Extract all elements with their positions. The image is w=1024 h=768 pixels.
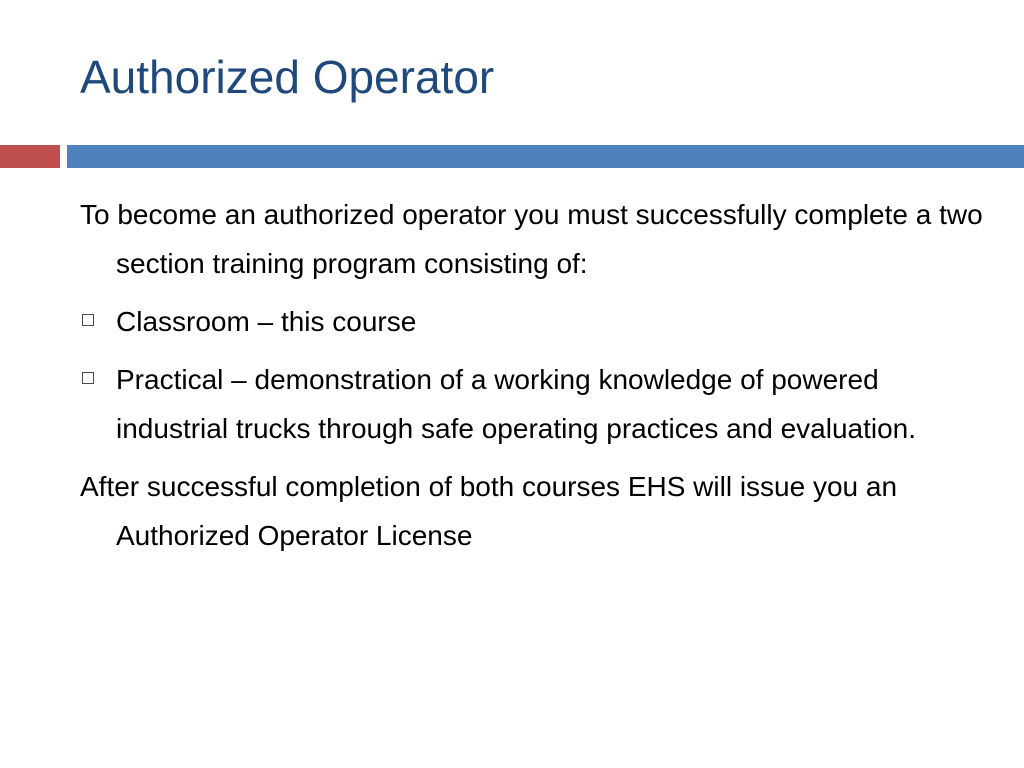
slide-body bbox=[80, 190, 985, 569]
hollow-square-icon bbox=[82, 314, 94, 326]
bullet-item-classroom bbox=[80, 297, 985, 346]
closing-paragraph: After successful completion of both courses EHS will issue you an Authorized Operator License bbox=[80, 471, 898, 551]
bullet-text: Classroom – this course bbox=[116, 306, 417, 337]
accent-bar-red bbox=[0, 145, 60, 168]
hollow-square-icon bbox=[82, 372, 94, 384]
accent-bar-blue bbox=[67, 145, 1024, 168]
bullet-text: Practical – demonstration of a working knowledge of powered industrial trucks through safe operating practices and evaluation. bbox=[116, 364, 917, 444]
bullet-item-practical bbox=[80, 355, 985, 453]
slide-title: Authorized Operator bbox=[80, 51, 495, 103]
intro-paragraph: To become an authorized operator you must successfully complete a two section training program consisting of: bbox=[80, 199, 983, 279]
